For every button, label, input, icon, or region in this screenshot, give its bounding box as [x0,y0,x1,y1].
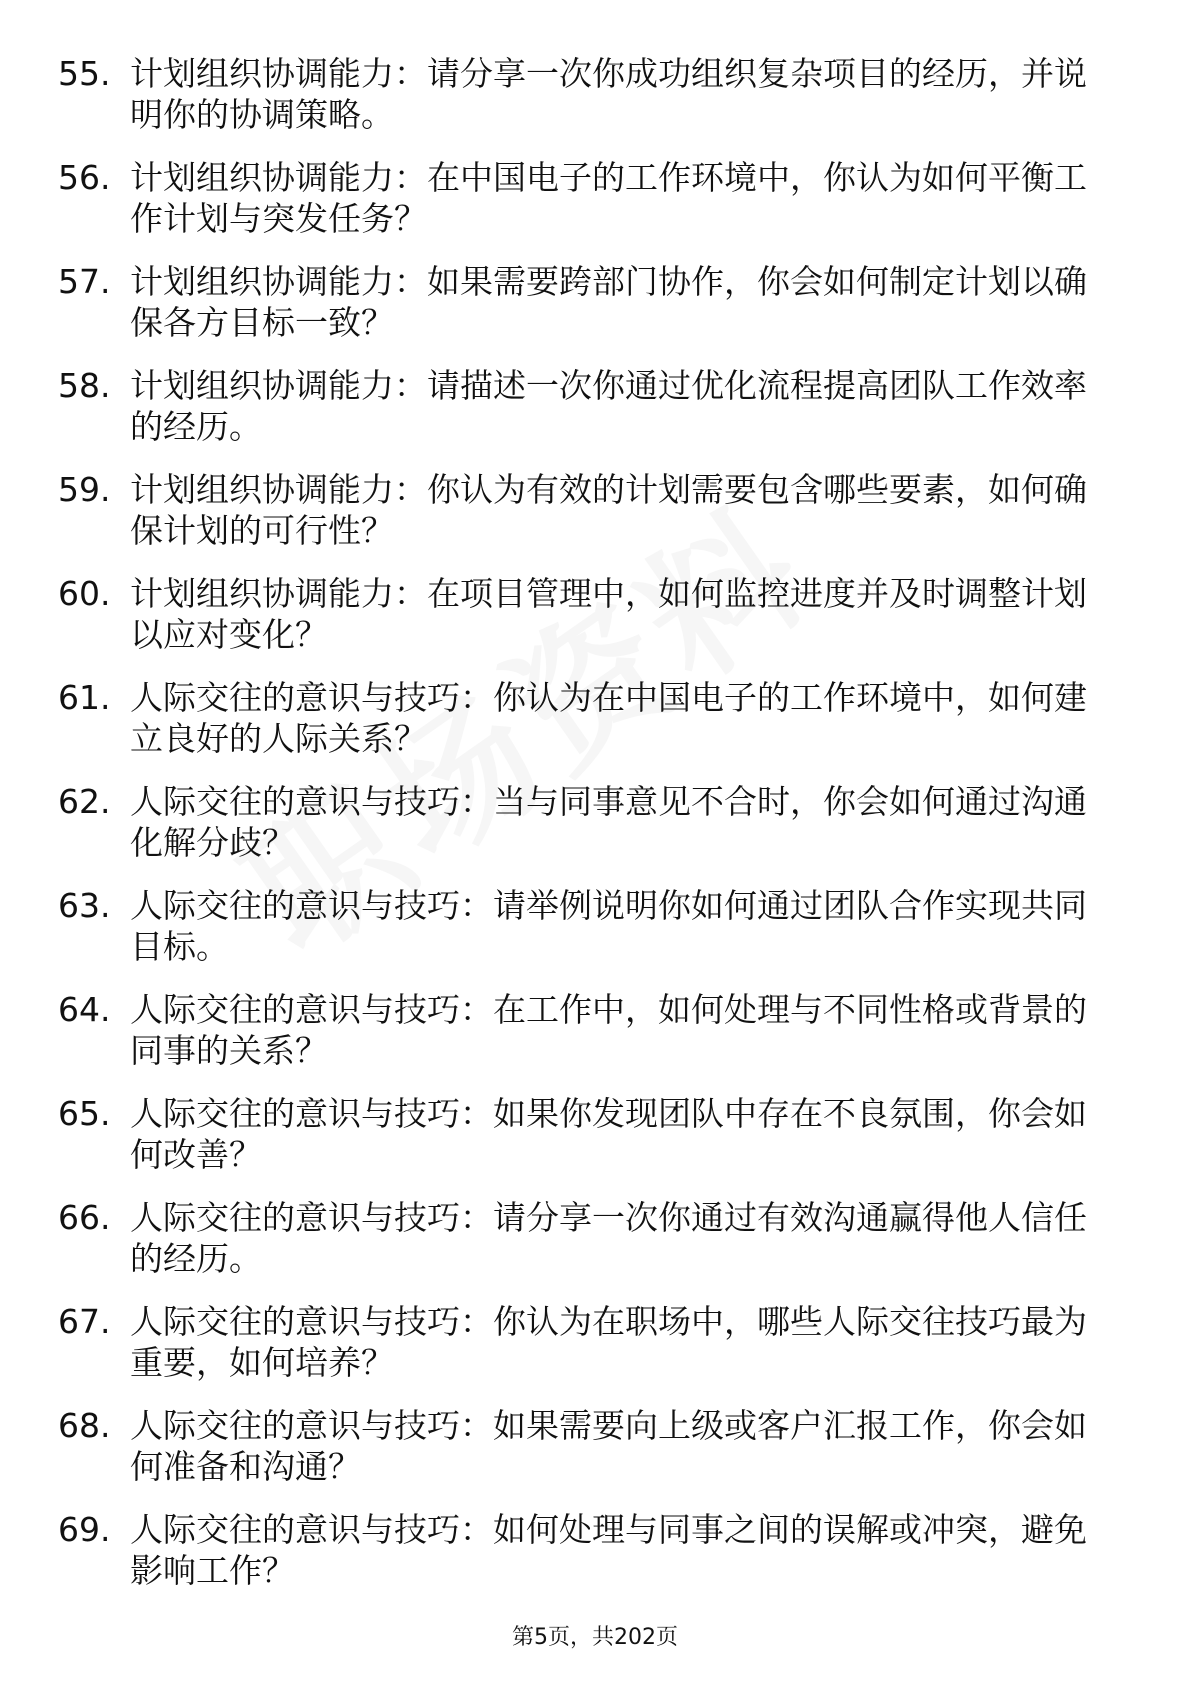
question-item-62 [58,781,1118,885]
page-footer: 第5页，共202页 [512,1625,678,1650]
question-number: 62. [58,782,111,821]
question-text: 计划组织协调能力：在中国电子的工作环境中，你认为如何平衡工作计划与突发任务？ [130,158,1087,238]
question-number: 56. [58,158,111,197]
question-text: 人际交往的意识与技巧：如何处理与同事之间的误解或冲突，避免影响工作？ [130,1510,1087,1590]
question-item-67 [58,1301,1118,1405]
question-text: 人际交往的意识与技巧：如果你发现团队中存在不良氛围，你会如何改善？ [130,1094,1087,1174]
question-item-58 [58,365,1118,469]
question-text: 计划组织协调能力：请描述一次你通过优化流程提高团队工作效率的经历。 [130,366,1087,446]
question-item-68 [58,1405,1118,1509]
question-item-59 [58,469,1118,573]
question-text: 人际交往的意识与技巧：你认为在中国电子的工作环境中，如何建立良好的人际关系？ [130,678,1087,758]
question-item-63 [58,885,1118,989]
question-text: 计划组织协调能力：你认为有效的计划需要包含哪些要素，如何确保计划的可行性？ [130,470,1087,550]
question-text: 人际交往的意识与技巧：你认为在职场中，哪些人际交往技巧最为重要，如何培养？ [130,1302,1087,1382]
question-number: 67. [58,1302,111,1341]
question-number: 63. [58,886,111,925]
question-item-55 [58,53,1118,157]
question-number: 64. [58,990,111,1029]
question-text: 人际交往的意识与技巧：如果需要向上级或客户汇报工作，你会如何准备和沟通？ [130,1406,1087,1486]
question-number: 60. [58,574,111,613]
question-text: 计划组织协调能力：在项目管理中，如何监控进度并及时调整计划以应对变化？ [130,574,1087,654]
question-text: 人际交往的意识与技巧：请分享一次你通过有效沟通赢得他人信任的经历。 [130,1198,1087,1278]
question-number: 59. [58,470,111,509]
question-item-61 [58,677,1118,781]
question-text: 人际交往的意识与技巧：在工作中，如何处理与不同性格或背景的同事的关系？ [130,990,1087,1070]
question-number: 58. [58,366,111,405]
question-item-69 [58,1509,1118,1613]
question-text: 人际交往的意识与技巧：请举例说明你如何通过团队合作实现共同目标。 [130,886,1087,966]
question-item-64 [58,989,1118,1093]
question-list [58,53,1118,1613]
question-number: 66. [58,1198,111,1237]
question-item-56 [58,157,1118,261]
question-number: 65. [58,1094,111,1133]
question-text: 计划组织协调能力：请分享一次你成功组织复杂项目的经历，并说明你的协调策略。 [130,54,1087,134]
question-number: 57. [58,262,111,301]
question-item-65 [58,1093,1118,1197]
question-text: 人际交往的意识与技巧：当与同事意见不合时，你会如何通过沟通化解分歧？ [130,782,1087,862]
question-item-57 [58,261,1118,365]
question-number: 68. [58,1406,111,1445]
question-number: 69. [58,1510,111,1549]
question-number: 55. [58,54,111,93]
question-text: 计划组织协调能力：如果需要跨部门协作，你会如何制定计划以确保各方目标一致？ [130,262,1087,342]
question-item-60 [58,573,1118,677]
question-number: 61. [58,678,111,717]
question-item-66 [58,1197,1118,1301]
